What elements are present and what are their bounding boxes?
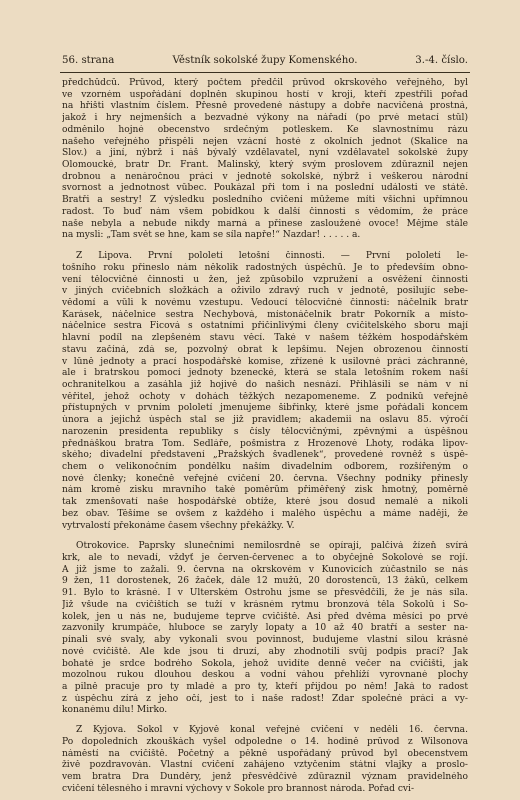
text-line: Již všude na cvičištích se tuží v krásném rytmu bronzová těla Sokolů i So-: [62, 599, 468, 610]
text-line: 91. Bylo to krásné. I v Ulterském Ostrohu jsme se přesvědčili, že je nás síla.: [62, 588, 468, 599]
text-line: našeho veřejného přispěli nejen vzácní hosté z okolních jednot (Skalice na: [62, 136, 468, 147]
text-line: ale i bratrskou pomocí jednoty bzenecké, která se stala letošním rokem naší: [62, 368, 468, 379]
text-line: naše nebyla a nebude nikdy marná a přinese zasloužené ovoce! Mějme stále: [62, 218, 468, 229]
text-line: bohaté je srdce bodrého Sokola, jehož uvidíte denně večer na cvičišti, jak: [62, 658, 468, 669]
text-line: kolek, jen u nás ne, budujeme teprve cvičiště. Asi před dvěma měsíci po prvé: [62, 611, 468, 622]
journal-title: Věstník sokolské župy Komenského.: [172, 55, 358, 66]
text-line: chem o velikonočním pondělku naším divadelním odborem, rozšířeným o: [62, 462, 468, 472]
text-line: svornost a jednotnost vůbec. Poukázal při tom i na poslední události ve státě.: [62, 183, 468, 194]
text-line: února a jejichž úspěch stal se již pravidlem; akademii na oslavu 85. výročí: [62, 415, 468, 426]
text-line: náměstí na cvičiště. Početný a pěkně uspořádaný průvod byl obecenstvem: [62, 748, 468, 759]
text-line: odměnilo hojné obecenstvo srdečným potleskem. Ke slavnostnímu rázu: [62, 124, 468, 135]
text-line: radost. To buď nám všem pobídkou k další činnosti s vědomím, že práce: [62, 206, 468, 217]
issue-number: 3.-4. číslo.: [415, 55, 468, 66]
text-line: ochranitelkou a zasáhla již hojivě do našich nesnází. Přihlásili se nám v ní: [62, 379, 468, 390]
text-line: jakož i hry nejmenších a bezvadné výkony na nářadí (po prvé metací stůl): [62, 113, 468, 124]
text-line: nám kromě zisku mravního také poměrům přiměřený zisk hmotný, poměrně: [62, 485, 468, 496]
text-line: vytrvalostí překonáme časem všechny překážky. V.: [62, 520, 295, 531]
text-line: zazvonily krumpáče, hluboce se zaryly lopaty a 10 až 40 bratří a sester na-: [62, 623, 468, 634]
text-line: Slov.) a jiní, nýbrž i náš bývalý vzdělavatel, nyní vzdělavatel sokolské župy: [62, 148, 468, 159]
text-line: vem bratra Dra Dunděry, jenž přesvědčivě zdůraznil význam pravidelného: [62, 771, 468, 782]
text-line: na mysli: „Tam svět se hne, kam se síla napře!“ Nazdar! . . . . . a.: [62, 230, 361, 241]
text-line: nové členky; konečně veřejné cvičení 20. června. Všechny podniky přinesly: [62, 473, 468, 484]
text-line: A již jsme to zažali. 9. června na okrskovém v Kunovicích zúčastnilo se nás: [62, 564, 468, 575]
paragraph-kyjov: [62, 725, 468, 795]
text-line: v jiných cvičebních složkách a oživilo zdravý ruch v jednotě, posilujíc sebe-: [62, 286, 468, 297]
text-line: živě pozdravován. Vlastní cvičení zahájeno vztyčením státní vlajky a proslo-: [62, 760, 468, 771]
text-line: přednáškou bratra Tom. Sedláře, pošmistra z Hrozenové Lhoty, rodáka lipov-: [62, 438, 468, 449]
text-line: náčelnice sestra Ficová s ostatními přičinlivými členy cvičitelského sboru mají: [62, 321, 468, 332]
text-line: narozenin presidenta republiky s čísly tělocvičnými, zpěvnými a úspěšnou: [62, 426, 468, 437]
text-line: Bratři a sestry! Z výsledku posledního cvičení můžeme míti všichni upřímnou: [62, 195, 468, 206]
text-line: přístupných v prvním pololetí jmenujeme šibřinky, které jsme pořádali koncem: [62, 403, 468, 414]
text-line: tošního roku přineslo nám několik radostných úspěchů. Je to především obno-: [62, 262, 468, 273]
page-number: 56. strana: [62, 55, 115, 66]
text-line: vědomí a vůli k novému vzestupu. Vedoucí tělocvičné činnosti: náčelník bratr: [62, 297, 468, 308]
text-line: ského; divadelní představení „Pražských švadlenek“, provedené rovněž s úspě-: [62, 450, 468, 461]
text-line: Otrokovice. Paprsky slunečními nemilosrdně se opírají, palčivá žízeň svírá: [76, 541, 468, 552]
text-line: z úspěchu zírá z jeho očí, jest to i naše radost! Zdar společné práci a vy-: [62, 693, 468, 704]
text-line: Olomoucké, bratr Dr. Frant. Malinský, který svým proslovem zdůraznil nejen: [62, 160, 468, 171]
text-line: tak zmenšovatí naše hospodářské obtíže, které jsou dosud nemalé a nikoli: [62, 497, 468, 508]
text-line: v lůně jednoty a prací hospodářské komise, zřízené k usilovné práci záchranné,: [62, 356, 468, 367]
text-line: mozolnou rukou dlouhou deskou a vodní váhou přehlíží vyrovnané plochy: [62, 670, 468, 681]
text-line: stavu začíná, zdá se, pozvolný obrat k lepšímu. Nejen obrozenou činností: [62, 344, 468, 355]
text-line: a pilně pracuje pro ty mladé a pro ty, kteří přijdou po něm! Jaká to radost: [62, 681, 468, 692]
text-line: konanému dílu! Mirko.: [62, 705, 168, 716]
paragraph-intro: [62, 78, 468, 242]
text-line: bez obav. Těšíme se ovšem z každého i malého úspěchu a máme naději, že: [62, 508, 468, 519]
text-line: Karásek, náčelnice sestra Nechybová, místonáčelník bratr Pokorník a místo-: [62, 309, 468, 320]
paragraph-otrokovice: [62, 541, 468, 717]
article-body: [62, 78, 468, 795]
text-line: Z Lipova. První pololetí letošní činnosti. — První pololetí le-: [76, 251, 468, 262]
text-line: nové cvičiště. Ale kde jsou ti druzí, aby zhodnotili svůj podpis prací? Jak: [62, 646, 468, 657]
text-line: pínali své svaly, aby vykonali svou povinnost, budujeme vlastní silou krásné: [62, 635, 468, 646]
text-line: věřitel, jehož ochoty v dohách těžkých nezapomeneme. Z podniků veřejně: [62, 391, 468, 402]
text-line: cvičení tělesného i mravní výchovy v Sokole pro brannost národa. Pořad cvi-: [62, 783, 415, 794]
text-line: ve vzorném uspořádání doplněn skupinou hostí v kroji, kteří zpestřili pořad: [62, 89, 468, 100]
text-line: Po dopoledních zkouškách vyšel odpoledne o 14. hodině průvod z Wilsonova: [62, 736, 468, 747]
paragraph-lipov: [62, 251, 468, 532]
text-line: 9 žen, 11 dorostenek, 26 žaček, dále 12 mužů, 20 dorostenců, 13 žáků, celkem: [62, 576, 468, 587]
text-line: krk, ale to nevadí, vždyť je červen-červenec a to obyčejně Sokolové se rojí.: [62, 553, 468, 564]
text-line: na hřišti vlastním číslem. Přesně provedené nástupy a dobře nacvičená prostná,: [62, 101, 468, 112]
text-line: Z Kyjova. Sokol v Kyjově konal veřejné cvičení v neděli 16. června.: [76, 725, 468, 736]
text-line: hlavní podíl na zlepšeném stavu věcí. Také v našem těžkém hospodářském: [62, 333, 468, 344]
text-line: drobnou a nenáročnou práci v jednotě sokolské, nýbrž i veškerou národní: [62, 171, 468, 182]
text-line: předchůdců. Průvod, který počtem předčil průvod okrskového veřejného, byl: [62, 78, 468, 88]
text-line: vení tělocvičné činnosti u žen, jež způsobilo vzpružení a osvěžení činnosti: [62, 274, 468, 285]
header-rule: [60, 72, 470, 73]
